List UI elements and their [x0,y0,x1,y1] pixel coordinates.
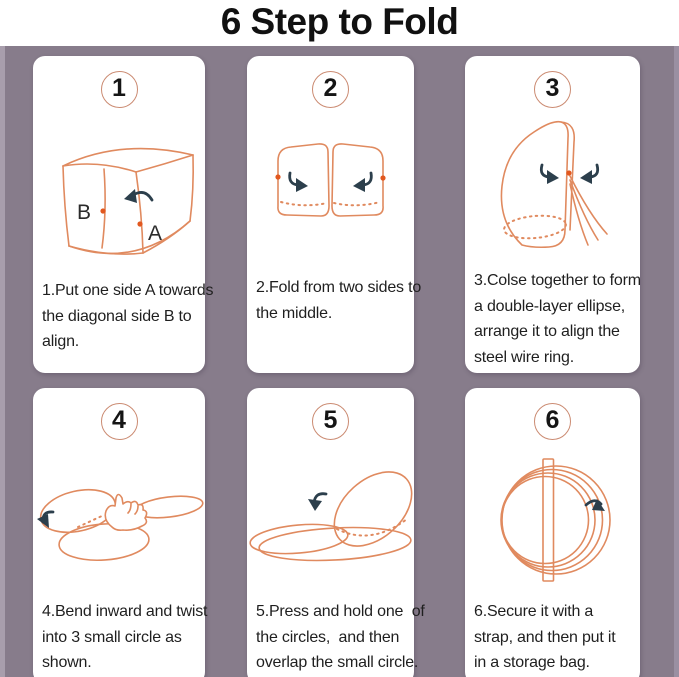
step-card-1 [33,56,214,373]
step-number-badge [312,71,349,108]
step-caption [42,599,245,676]
step-card-5 [247,388,425,677]
label-a: A [148,222,163,245]
point-b-dot [100,208,105,213]
step-number: 5 [323,406,338,434]
caption-line: steel wire ring. [474,348,574,366]
header [0,0,679,46]
double-layer-ellipse-sketch [501,122,607,248]
secure-arrow-icon [586,499,605,511]
step-card-4 [33,388,208,677]
step-6-illustration [465,448,640,598]
close-arrow-left-icon [541,165,559,184]
coiled-ring-sketch [501,459,610,581]
page-title: 6 Step to Fold [220,1,459,42]
press-arrow-icon [308,494,326,511]
fold-arrow-right-icon [353,173,371,192]
caption-line: 4.Bend inward and twist [42,603,208,620]
step-number-badge [534,71,571,108]
step-number: 4 [112,406,126,434]
step-5-illustration [247,448,414,598]
left-edge-dot [275,174,280,179]
step-card-6 [465,388,640,677]
step-number: 2 [323,74,338,102]
caption-line: the circles, and then [256,628,400,646]
close-arrow-right-icon [580,165,598,184]
caption-line: overlap the small circle. [256,654,419,672]
folded-panels-sketch [278,144,383,216]
step-number: 3 [545,74,560,102]
step-caption [256,599,454,676]
step-4-illustration [33,448,205,598]
caption-line: 6.Secure it with a [474,603,594,620]
twist-circles-sketch [36,483,203,563]
caption-line: 2.Fold from two sides to [256,279,422,296]
step-3-illustration [465,116,640,266]
caption-line: 1.Put one side A towards [42,282,214,299]
caption-line: align. [42,333,80,351]
fold-arrow-left-icon [290,173,308,192]
step-card-2 [247,56,422,373]
caption-line: the middle. [256,304,333,322]
caption-line: strap, and then put it [474,628,616,646]
overlap-circles-sketch [249,457,414,564]
step-number-badge [101,403,138,440]
caption-line: shown. [42,654,92,672]
step-number: 1 [112,74,126,102]
step-2-illustration [247,122,414,272]
step-caption [474,599,679,676]
caption-line: 3.Colse together to form [474,272,641,289]
caption-line: 5.Press and hold one of [256,603,425,620]
center-dot [566,170,571,175]
step-number-badge [101,71,138,108]
step-card-3 [465,56,640,373]
right-edge-dot [380,175,385,180]
caption-line: into 3 small circle as [42,628,182,646]
step-caption [42,278,245,355]
step-number-badge [534,403,571,440]
step-caption [474,268,679,370]
board [0,46,679,677]
caption-line: a double-layer ellipse, [474,297,626,315]
caption-line: in a storage bag. [474,654,590,672]
hand-sketch [105,495,146,531]
step-1-illustration [33,122,205,272]
caption-line: the diagonal side B to [42,307,192,325]
caption-line: arrange it to align the [474,323,620,341]
point-a-dot [137,221,142,226]
step-caption [256,275,454,326]
label-b: B [77,201,92,224]
step-number-badge [312,403,349,440]
step-number: 6 [545,406,560,434]
